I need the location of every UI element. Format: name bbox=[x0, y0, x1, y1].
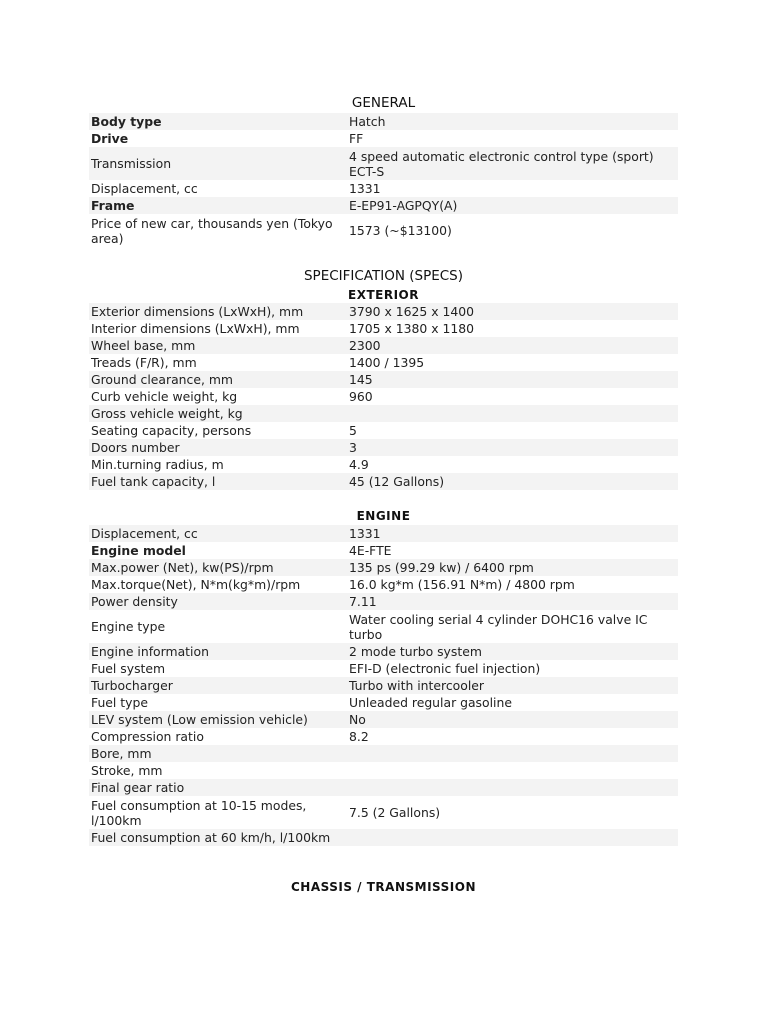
exterior-row bbox=[89, 303, 678, 320]
row-label: Interior dimensions (LxWxH), mm bbox=[91, 321, 300, 336]
engine-heading: ENGINE bbox=[356, 509, 411, 523]
row-label: Fuel consumption at 60 km/h, l/100km bbox=[91, 830, 331, 845]
row-label: Min.turning radius, m bbox=[91, 457, 224, 472]
chassis-heading: CHASSIS / TRANSMISSION bbox=[291, 880, 476, 894]
row-value: FF bbox=[349, 131, 364, 146]
engine-row bbox=[89, 542, 678, 559]
exterior-row bbox=[89, 456, 678, 473]
row-label: Curb vehicle weight, kg bbox=[91, 389, 238, 404]
row-value: 5 bbox=[349, 423, 357, 438]
general-row bbox=[89, 130, 678, 147]
row-value: EFI-D (electronic fuel injection) bbox=[349, 661, 541, 676]
exterior-table bbox=[89, 303, 678, 490]
row-label: Wheel base, mm bbox=[91, 338, 196, 353]
engine-row bbox=[89, 762, 678, 779]
row-label: Fuel tank capacity, l bbox=[91, 474, 216, 489]
general-row bbox=[89, 180, 678, 197]
row-label: Doors number bbox=[91, 440, 180, 455]
engine-row bbox=[89, 610, 678, 643]
row-label: Engine information bbox=[91, 644, 209, 659]
engine-table bbox=[89, 525, 678, 846]
row-value: 2 mode turbo system bbox=[349, 644, 482, 659]
general-heading: GENERAL bbox=[351, 95, 416, 111]
row-label: Body type bbox=[91, 114, 162, 129]
row-value: 4.9 bbox=[349, 457, 369, 472]
engine-row bbox=[89, 643, 678, 660]
engine-row bbox=[89, 779, 678, 796]
row-label: Turbocharger bbox=[91, 678, 173, 693]
row-value: 135 ps (99.29 kw) / 6400 rpm bbox=[349, 560, 534, 575]
row-label: Fuel consumption at 10-15 modes, l/100km bbox=[91, 797, 307, 828]
row-label: Stroke, mm bbox=[91, 763, 163, 778]
row-value: E-EP91-AGPQY(A) bbox=[349, 198, 458, 213]
general-row bbox=[89, 147, 678, 180]
exterior-row bbox=[89, 337, 678, 354]
row-label: Seating capacity, persons bbox=[91, 423, 252, 438]
exterior-row bbox=[89, 439, 678, 456]
row-value: Turbo with intercooler bbox=[349, 678, 484, 693]
row-label: Displacement, cc bbox=[91, 181, 198, 196]
row-label: Power density bbox=[91, 594, 178, 609]
row-value: 3 bbox=[349, 440, 357, 455]
row-label: Frame bbox=[91, 198, 135, 213]
row-label: Max.power (Net), kw(PS)/rpm bbox=[91, 560, 274, 575]
row-label: Fuel system bbox=[91, 661, 166, 676]
row-label: Exterior dimensions (LxWxH), mm bbox=[91, 304, 304, 319]
row-value: Water cooling serial 4 cylinder DOHC16 valve IC turbo bbox=[349, 611, 648, 642]
row-label: Compression ratio bbox=[91, 729, 204, 744]
row-value: 2300 bbox=[349, 338, 381, 353]
exterior-row bbox=[89, 371, 678, 388]
general-row bbox=[89, 214, 678, 247]
general-row bbox=[89, 113, 678, 130]
row-value: No bbox=[349, 712, 366, 727]
row-label: Final gear ratio bbox=[91, 780, 185, 795]
engine-row bbox=[89, 745, 678, 762]
row-value: 1400 / 1395 bbox=[349, 355, 425, 370]
general-row bbox=[89, 197, 678, 214]
row-label: Ground clearance, mm bbox=[91, 372, 233, 387]
row-value: 960 bbox=[349, 389, 373, 404]
row-value: Hatch bbox=[349, 114, 386, 129]
row-label: Displacement, cc bbox=[91, 526, 198, 541]
exterior-row bbox=[89, 473, 678, 490]
row-value: 1331 bbox=[349, 181, 381, 196]
row-label: Fuel type bbox=[91, 695, 148, 710]
engine-row bbox=[89, 694, 678, 711]
row-value: 7.11 bbox=[349, 594, 377, 609]
row-label: Engine type bbox=[91, 619, 166, 634]
exterior-row bbox=[89, 388, 678, 405]
exterior-row bbox=[89, 405, 678, 422]
row-label: Gross vehicle weight, kg bbox=[91, 406, 243, 421]
row-value: 16.0 kg*m (156.91 N*m) / 4800 rpm bbox=[349, 577, 575, 592]
row-label: Transmission bbox=[91, 156, 172, 171]
engine-row bbox=[89, 660, 678, 677]
engine-row bbox=[89, 728, 678, 745]
row-value: Unleaded regular gasoline bbox=[349, 695, 512, 710]
engine-row bbox=[89, 525, 678, 542]
exterior-row bbox=[89, 320, 678, 337]
engine-row bbox=[89, 576, 678, 593]
row-value: 145 bbox=[349, 372, 373, 387]
exterior-heading: EXTERIOR bbox=[348, 288, 419, 302]
engine-row bbox=[89, 677, 678, 694]
row-label: Drive bbox=[91, 131, 129, 146]
exterior-row bbox=[89, 422, 678, 439]
row-value: 8.2 bbox=[349, 729, 369, 744]
row-value: 3790 x 1625 x 1400 bbox=[349, 304, 475, 319]
row-label: LEV system (Low emission vehicle) bbox=[91, 712, 308, 727]
engine-row bbox=[89, 711, 678, 728]
row-value: 7.5 (2 Gallons) bbox=[349, 805, 441, 820]
row-label: Treads (F/R), mm bbox=[91, 355, 197, 370]
engine-row bbox=[89, 559, 678, 576]
row-label: Max.torque(Net), N*m(kg*m)/rpm bbox=[91, 577, 301, 592]
row-value: 45 (12 Gallons) bbox=[349, 474, 445, 489]
row-label: Price of new car, thousands yen (Tokyo area) bbox=[91, 215, 333, 246]
engine-row bbox=[89, 796, 678, 829]
row-label: Engine model bbox=[91, 543, 186, 558]
specs-heading: SPECIFICATION (SPECS) bbox=[303, 268, 464, 284]
engine-row bbox=[89, 593, 678, 610]
row-value: 4E-FTE bbox=[349, 543, 392, 558]
exterior-row bbox=[89, 354, 678, 371]
row-value: 1331 bbox=[349, 526, 381, 541]
engine-row bbox=[89, 829, 678, 846]
row-label: Bore, mm bbox=[91, 746, 152, 761]
row-value: 1573 (~$13100) bbox=[349, 223, 452, 238]
general-table bbox=[89, 113, 678, 247]
row-value: 1705 x 1380 x 1180 bbox=[349, 321, 475, 336]
row-value: 4 speed automatic electronic control type (sport) ECT-S bbox=[349, 148, 654, 179]
